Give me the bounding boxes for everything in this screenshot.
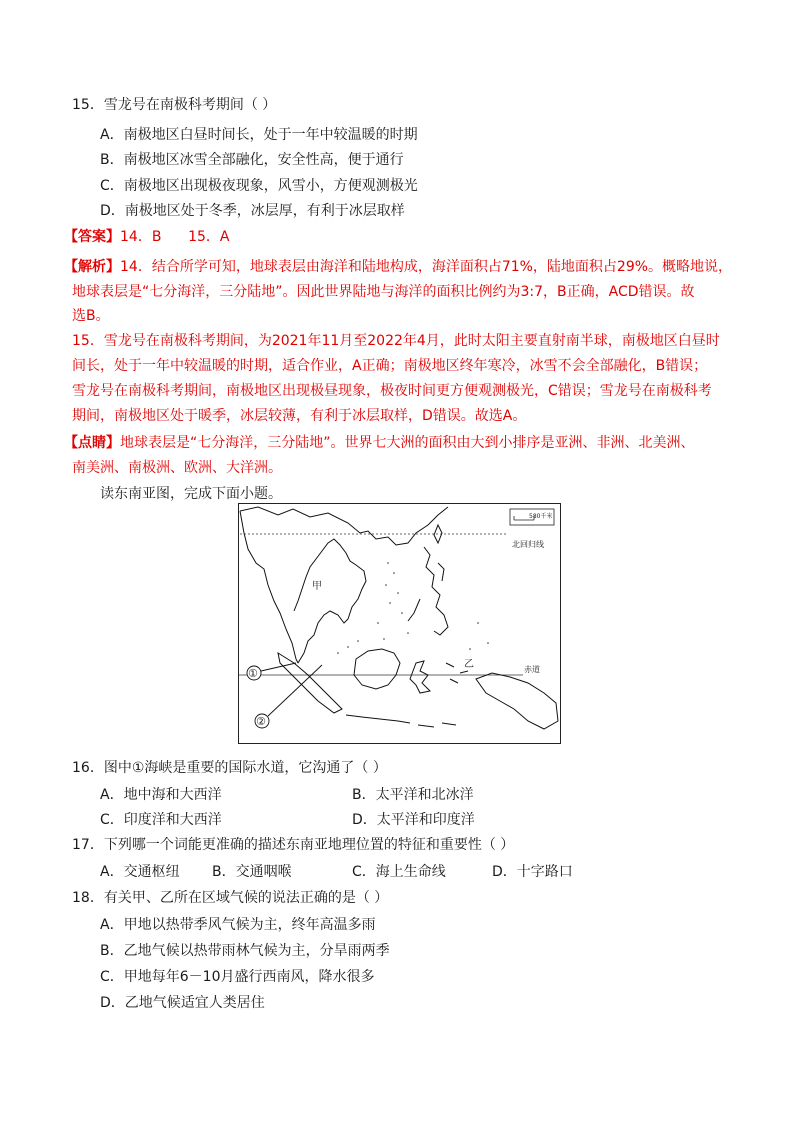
tip-text-1: 地球表层是“七分海洋，三分陆地”。世界七大洲的面积由大到小排序是亚洲、非洲、北美洲、 — [120, 435, 695, 451]
q17-option-c: C．海上生命线 — [352, 864, 446, 880]
q16-option-a: A．地中海和大西洋 — [100, 787, 222, 803]
q18-option-d: D．乙地气候适宜人类居住 — [100, 995, 265, 1011]
q16-option-c: C．印度洋和大西洋 — [100, 812, 222, 828]
q15-option-a: A．南极地区白昼时间长，处于一年中较温暖的时期 — [100, 127, 418, 143]
analysis-text-3: 选B。 — [72, 308, 110, 324]
q18-option-c: C．甲地每年6－10月盛行西南风，降水很多 — [100, 969, 375, 985]
q17-stem: 17．下列哪一个词能更准确的描述东南亚地理位置的特征和重要性（ ） — [72, 837, 515, 853]
map-intro: 读东南亚图，完成下面小题。 — [100, 486, 282, 502]
equator-label: 赤道 — [524, 665, 540, 674]
q15-option-b: B．南极地区冰雪全部融化，安全性高，便于通行 — [100, 152, 404, 168]
analysis-text-2: 地球表层是“七分海洋，三分陆地”。因此世界陆地与海洋的面积比例约为3:7，B正确，ACD错误。故 — [72, 284, 695, 300]
q17-option-d: D．十字路口 — [492, 864, 573, 880]
analysis-text-5: 间长，处于一年中较温暖的时期，适合作业，A正确；南极地区终年寒冷，冰雪不会全部融化，B错误； — [72, 358, 708, 374]
analysis-text-4: 15．雪龙号在南极科考期间，为2021年11月至2022年4月，此时太阳主要直射南半球，南极地区白昼时 — [72, 333, 720, 349]
q16-option-d: D．太平洋和印度洋 — [352, 812, 475, 828]
q17-option-a: A．交通枢纽 — [100, 864, 180, 880]
analysis-text-1: 14．结合所学可知，地球表层由海洋和陆地构成，海洋面积占71%，陆地面积占29%。概略地说， — [120, 259, 733, 275]
tropic-label: 北回归线 — [512, 540, 544, 549]
q15-stem: 15．雪龙号在南极科考期间（ ） — [72, 97, 277, 113]
q16-options-row-2 — [100, 810, 660, 830]
q16-stem: 16．图中①海峡是重要的国际水道，它沟通了（ ） — [72, 760, 387, 776]
yi-label: 乙 — [464, 659, 474, 670]
scale-label: 580千米 — [529, 513, 553, 520]
q17-option-b: B．交通咽喉 — [212, 864, 292, 880]
q18-stem: 18．有关甲、乙所在区域气候的说法正确的是（ ） — [72, 890, 389, 906]
map-svg — [238, 503, 561, 744]
southeast-asia-map — [238, 503, 561, 744]
q17-options-row — [100, 862, 660, 882]
q16-option-b: B．太平洋和北冰洋 — [352, 787, 474, 803]
q16-options-row-1 — [100, 785, 660, 805]
jia-label: 甲 — [312, 581, 322, 592]
q15-option-d: D．南极地区处于冬季，冰层厚，有利于冰层取样 — [100, 203, 405, 219]
q15-option-c: C．南极地区出现极夜现象，风雪小，方便观测极光 — [100, 178, 418, 194]
answer-tag: 【答案】 — [64, 229, 120, 245]
marker-1-label: ① — [248, 667, 258, 680]
analysis-line-1 — [64, 257, 732, 277]
tip-tag: 【点睛】 — [64, 435, 120, 451]
analysis-text-7: 期间，南极地区处于暖季，冰层较薄，有利于冰层取样，D错误。故选A。 — [72, 408, 527, 424]
q18-option-a: A．甲地以热带季风气候为主，终年高温多雨 — [100, 917, 376, 933]
analysis-text-6: 雪龙号在南极科考期间，南极地区出现极昼现象，极夜时间更方便观测极光，C错误；雪龙号在南极科考 — [72, 383, 712, 399]
analysis-tag: 【解析】 — [64, 259, 120, 275]
q18-option-b: B．乙地气候以热带雨林气候为主，分旱雨两季 — [100, 943, 390, 959]
answer-text: 14．B 15．A — [120, 229, 230, 245]
answer-line — [64, 227, 230, 247]
tip-text-2: 南美洲、南极洲、欧洲、大洋洲。 — [72, 460, 282, 476]
marker-2-label: ② — [256, 715, 266, 728]
tip-line-1 — [64, 433, 695, 453]
